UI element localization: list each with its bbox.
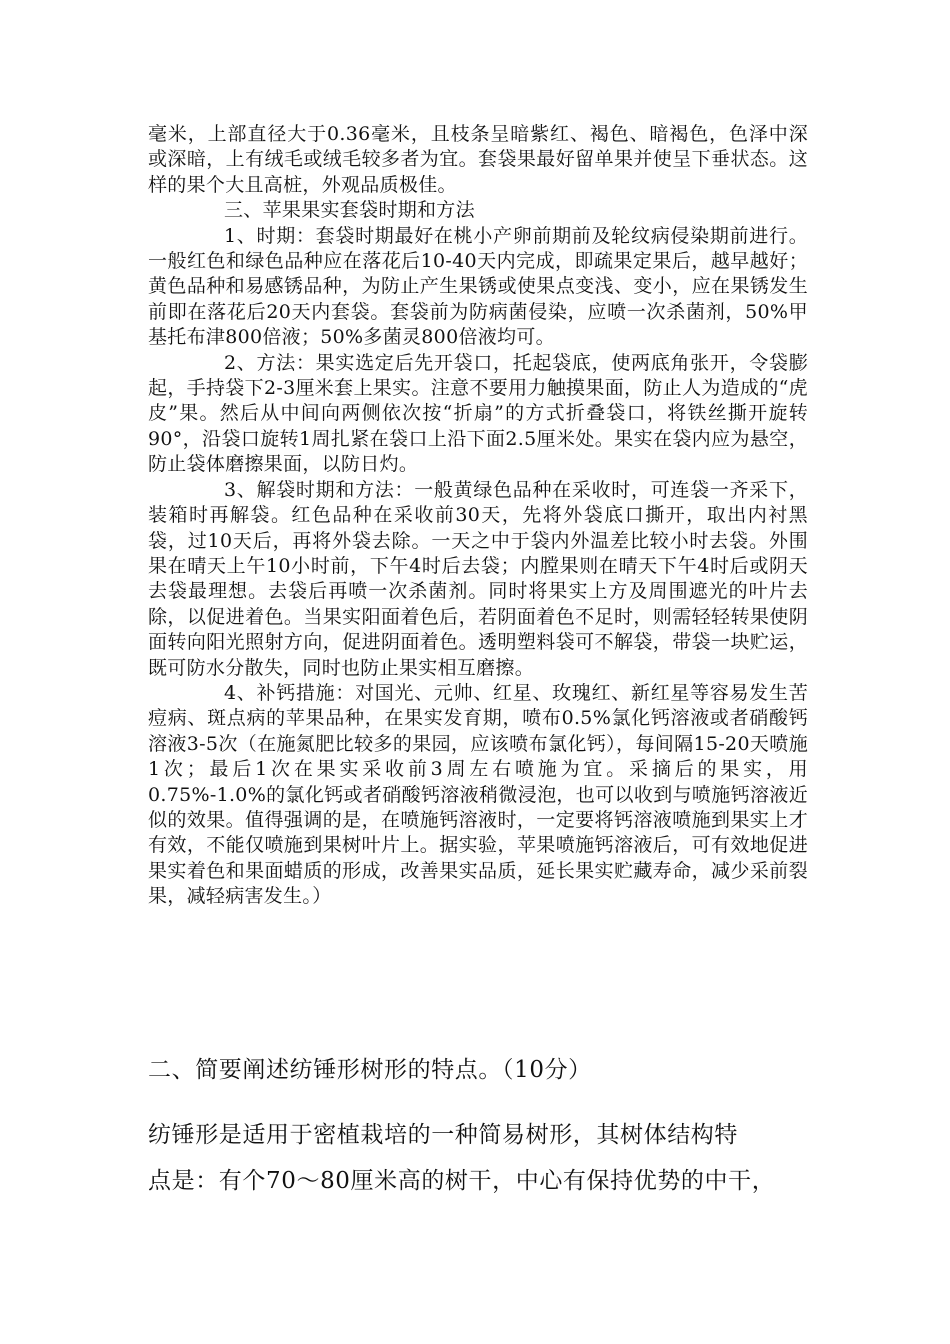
- section-heading: 三、苹果果实套袋时期和方法: [224, 199, 475, 222]
- unbagging-paragraph: 3、解袋时期和方法：一般黄绿色品种在采收时，可连袋一齐采下，装箱时再解袋。红色品种在采收前30天，先将外袋底口撕开，取出内衬黑袋，过10天后，再将外袋去除。一天之中于袋内外温差比较小时去袋。外围果在晴天上午10小时前，下午4时后去袋；内膛果则在晴天下午4时后或阴天去袋最理想。去袋后再喷一次杀菌剂。同时将果实上方及周围遮光的叶片去除，以促进着色。当果实阳面着色后，若阴面着色不足时，则需轻轻转果使阴面转向阳光照射方向，促进阴面着色。透明塑料袋可不解袋，带袋一块贮运，既可防水分散失，同时也防止果实相互磨擦。: [148, 478, 808, 679]
- apple-bagging-section: [148, 122, 808, 910]
- intro-paragraph: 毫米，上部直径大于0.36毫米，且枝条呈暗紫红、褐色、暗褐色，色泽中深或深暗，上有绒毛或绒毛较多者为宜。套袋果最好留单果并使呈下垂状态。这样的果个大且高桩，外观品质极佳。: [148, 123, 808, 196]
- question-title: 二、简要阐述纺锤形树形的特点。（10分）: [148, 1057, 592, 1083]
- calcium-paragraph: 4、补钙措施：对国光、元帅、红星、玫瑰红、新红星等容易发生苦痘病、斑点病的苹果品种，在果实发育期，喷布0.5%氯化钙溶液或者硝酸钙溶液3-5次（在施氮肥比较多的果园，应该喷布氯化钙），每间隔15-20天喷施1次；最后1次在果实采收前3周左右喷施为宜。采摘后的果实，用0.75%-1.0%的氯化钙或者硝酸钙溶液稍微浸泡，也可以收到与喷施钙溶液近似的效果。值得强调的是，在喷施钙溶液时，一定要将钙溶液喷施到果实上才有效，不能仅喷施到果树叶片上。据实验，苹果喷施钙溶液后，可有效地促进果实着色和果面蜡质的形成，改善果实品质，延长果实贮藏寿命，减少采前裂果，减轻病害发生。）: [148, 681, 808, 908]
- timing-paragraph: 1、时期：套袋时期最好在桃小产卵前期前及轮纹病侵染期前进行。一般红色和绿色品种应在落花后10-40天内完成，即疏果定果后，越早越好；黄色品种和易感锈品种，为防止产生果锈或使果点变浅、变小，应在果锈发生前即在落花后20天内套袋。套袋前为防病菌侵染，应喷一次杀菌剂，50%甲基托布津800倍液；50%多菌灵800倍液均可。: [148, 224, 808, 349]
- answer-line: 纺锤形是适用于密植栽培的一种简易树形，其树体结构特: [148, 1122, 738, 1148]
- question-two-section: [148, 1050, 828, 1204]
- answer-line: 点是：有个70～80厘米高的树干，中心有保持优势的中干，: [148, 1168, 776, 1194]
- method-paragraph: 2、方法：果实选定后先开袋口，托起袋底，使两底角张开，令袋膨起，手持袋下2-3厘米套上果实。注意不要用力触摸果面，防止人为造成的“虎皮”果。然后从中间向两侧依次按“折扇”的方式折叠袋口，将铁丝撕开旋转90°，沿袋口旋转1周扎紧在袋口上沿下面2.5厘米处。果实在袋内应为悬空，防止袋体磨擦果面，以防日灼。: [148, 351, 808, 476]
